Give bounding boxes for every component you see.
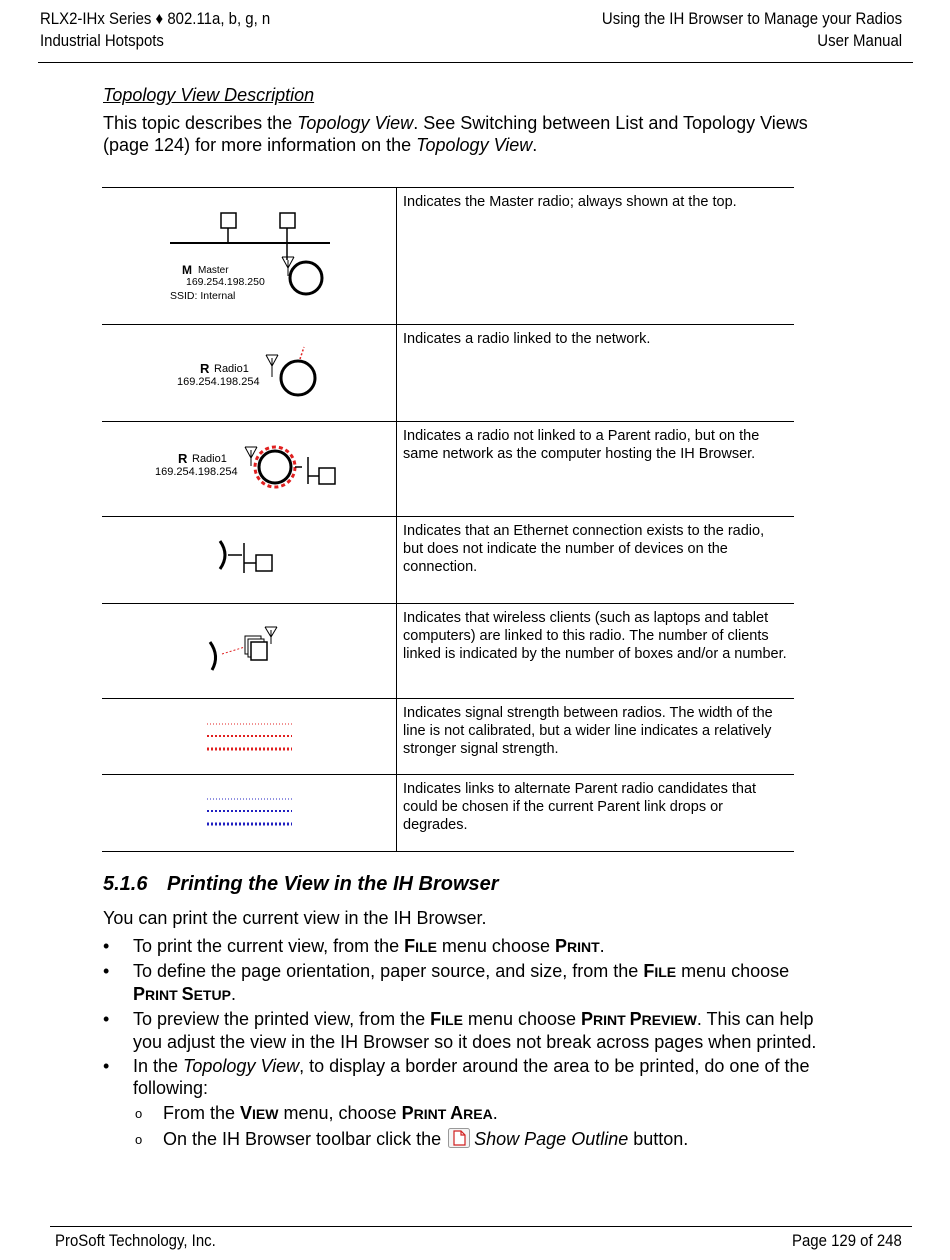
legend-row (102, 775, 794, 852)
text: menu choose (676, 960, 790, 981)
section-title: Printing the View in the IH Browser (167, 873, 499, 895)
legend-row (102, 325, 794, 422)
legend-image-cell (102, 422, 397, 517)
radio-name: Radio1 (192, 453, 227, 465)
legend-image-cell (102, 325, 397, 422)
emphasis: Show Page Outline (474, 1129, 629, 1149)
master-name: Master (198, 265, 229, 276)
header-divider (38, 62, 913, 63)
menu-file (643, 961, 676, 981)
text: menu, choose (278, 1102, 402, 1123)
list-item (103, 960, 838, 1007)
topic-intro (103, 112, 823, 156)
smallcaps-rest: RINT (145, 987, 182, 1003)
master-ssid: SSID: Internal (170, 290, 236, 302)
legend-description: Indicates a radio not linked to a Parent radio, but on the same network as the computer hosting the IH Browser. (397, 422, 795, 517)
radio-ip: 169.254.198.254 (155, 466, 238, 478)
legend-row (102, 699, 794, 775)
legend-row (102, 422, 794, 517)
smallcaps-rest: ILE (441, 1011, 463, 1028)
master-radio-icon (102, 188, 396, 324)
alternate-parent-lines-icon (102, 775, 396, 851)
smallcaps-initial: F (404, 936, 416, 956)
smallcaps-rest: REVIEW (641, 1011, 697, 1028)
smallcaps-rest: RINT (593, 1011, 630, 1028)
footer-divider (50, 1226, 912, 1227)
intro-text: This topic describes the (103, 113, 298, 133)
smallcaps-initial: A (450, 1102, 464, 1123)
sub-list-item (133, 1128, 838, 1151)
legend-image-cell (102, 604, 397, 699)
menu-file (404, 936, 437, 956)
smallcaps-rest: ILE (415, 939, 437, 955)
text: From the (163, 1102, 241, 1123)
topology-legend-table (102, 187, 794, 852)
list-item (103, 1055, 838, 1151)
legend-image-cell (102, 775, 397, 852)
header-subtitle: Industrial Hotspots (40, 31, 164, 50)
topic-title: Topology View Description (103, 85, 315, 105)
text: To define the page orientation, paper source, and size, from the (133, 960, 644, 981)
footer-page-number: Page 129 of 248 (792, 1231, 902, 1250)
text: . (599, 936, 605, 956)
smallcaps-rest: ILE (654, 963, 677, 980)
legend-description: Indicates signal strength between radios. The width of the line is not calibrated, but a wider line indicates a relatively stronger signal strength. (397, 699, 795, 775)
text: . (230, 984, 236, 1004)
smallcaps-rest: RINT (413, 1105, 451, 1122)
list-item (103, 1008, 838, 1054)
legend-description: Indicates that wireless clients (such as laptops and tablet computers) are linked to this radio. The number of clients linked is indicated by the number of boxes and/or a number. (397, 604, 795, 699)
smallcaps-initial: P (581, 1008, 594, 1029)
menu-print-preview (581, 1009, 697, 1029)
legend-description: Indicates links to alternate Parent radio candidates that could be chosen if the current Parent link drops or degrades. (397, 775, 795, 852)
legend-image-cell (102, 699, 397, 775)
legend-description: Indicates that an Ethernet connection exists to the radio, but does not indicate the number of devices on the connection. (397, 517, 795, 604)
sub-list-item (133, 1102, 838, 1126)
header-chapter: Using the IH Browser to Manage your Radios (601, 9, 902, 28)
text: . (492, 1102, 498, 1123)
text: menu choose (436, 936, 555, 956)
smallcaps-initial: P (401, 1102, 414, 1123)
section-number: 5.1.6 (103, 873, 148, 895)
intro-emphasis: Topology View (416, 135, 533, 155)
text: button. (628, 1129, 689, 1149)
radio-name: Radio1 (214, 363, 249, 375)
smallcaps-initial: F (430, 1008, 442, 1029)
smallcaps-initial: S (181, 984, 194, 1004)
sub-list (133, 1102, 838, 1151)
footer-company: ProSoft Technology, Inc. (55, 1231, 216, 1250)
smallcaps-initial: P (629, 1008, 642, 1029)
menu-view (240, 1103, 278, 1123)
radio-letter: R (178, 451, 188, 466)
section-intro: You can print the current view in the IH Browser. (103, 908, 487, 928)
smallcaps-initial: P (554, 936, 567, 956)
legend-description: Indicates a radio linked to the network. (397, 325, 795, 422)
print-steps-list (103, 935, 838, 1154)
smallcaps-rest: IEW (252, 1105, 279, 1122)
header-left (40, 8, 270, 52)
show-page-outline-icon (448, 1128, 470, 1148)
smallcaps-rest: RINT (567, 939, 600, 955)
signal-strength-lines-icon (102, 699, 396, 774)
intro-emphasis: Topology View (297, 113, 414, 133)
header-product: RLX2-IHx Series ♦ 802.11a, b, g, n (40, 9, 271, 28)
legend-row (102, 604, 794, 699)
section-heading (103, 873, 499, 896)
text: menu choose (462, 1008, 581, 1029)
text: To preview the printed view, from the (133, 1008, 431, 1029)
smallcaps-rest: ETUP (193, 987, 231, 1003)
intro-text: . (532, 135, 538, 155)
header-manual: User Manual (817, 31, 902, 50)
text: , to display a border around the area to be printed, do one of the following: (133, 1055, 810, 1098)
text: In the (133, 1055, 184, 1076)
list-item (103, 935, 838, 959)
menu-file (430, 1009, 463, 1029)
legend-row (102, 188, 794, 325)
legend-image-cell (102, 517, 397, 604)
legend-description: Indicates the Master radio; always shown at the top. (397, 188, 795, 325)
emphasis: Topology View (183, 1055, 300, 1076)
header-right (602, 8, 902, 52)
legend-row (102, 517, 794, 604)
linked-radio-icon (102, 325, 396, 421)
radio-ip: 169.254.198.254 (177, 376, 260, 388)
smallcaps-initial: P (133, 984, 146, 1004)
smallcaps-initial: F (643, 960, 655, 981)
menu-print-area (402, 1103, 493, 1123)
master-letter: M (182, 263, 192, 277)
menu-print-setup (133, 984, 231, 1004)
smallcaps-initial: V (240, 1102, 253, 1123)
wireless-clients-icon (102, 604, 396, 698)
text: . This can help you adjust the view in the IH Browser so it does not break across pages when printed. (133, 1008, 817, 1052)
radio-letter: R (200, 361, 210, 376)
intro-link-text[interactable]: . See Switching between List and Topology Views (page 124) for more information on the (103, 113, 808, 155)
text: To print the current view, from the (133, 936, 405, 956)
legend-image-cell (102, 188, 397, 325)
text: On the IH Browser toolbar click the (163, 1129, 447, 1149)
menu-print (555, 936, 600, 956)
master-ip: 169.254.198.250 (186, 276, 265, 288)
unlinked-radio-icon (102, 422, 396, 516)
smallcaps-rest: REA (463, 1105, 493, 1122)
ethernet-connection-icon (102, 517, 396, 603)
